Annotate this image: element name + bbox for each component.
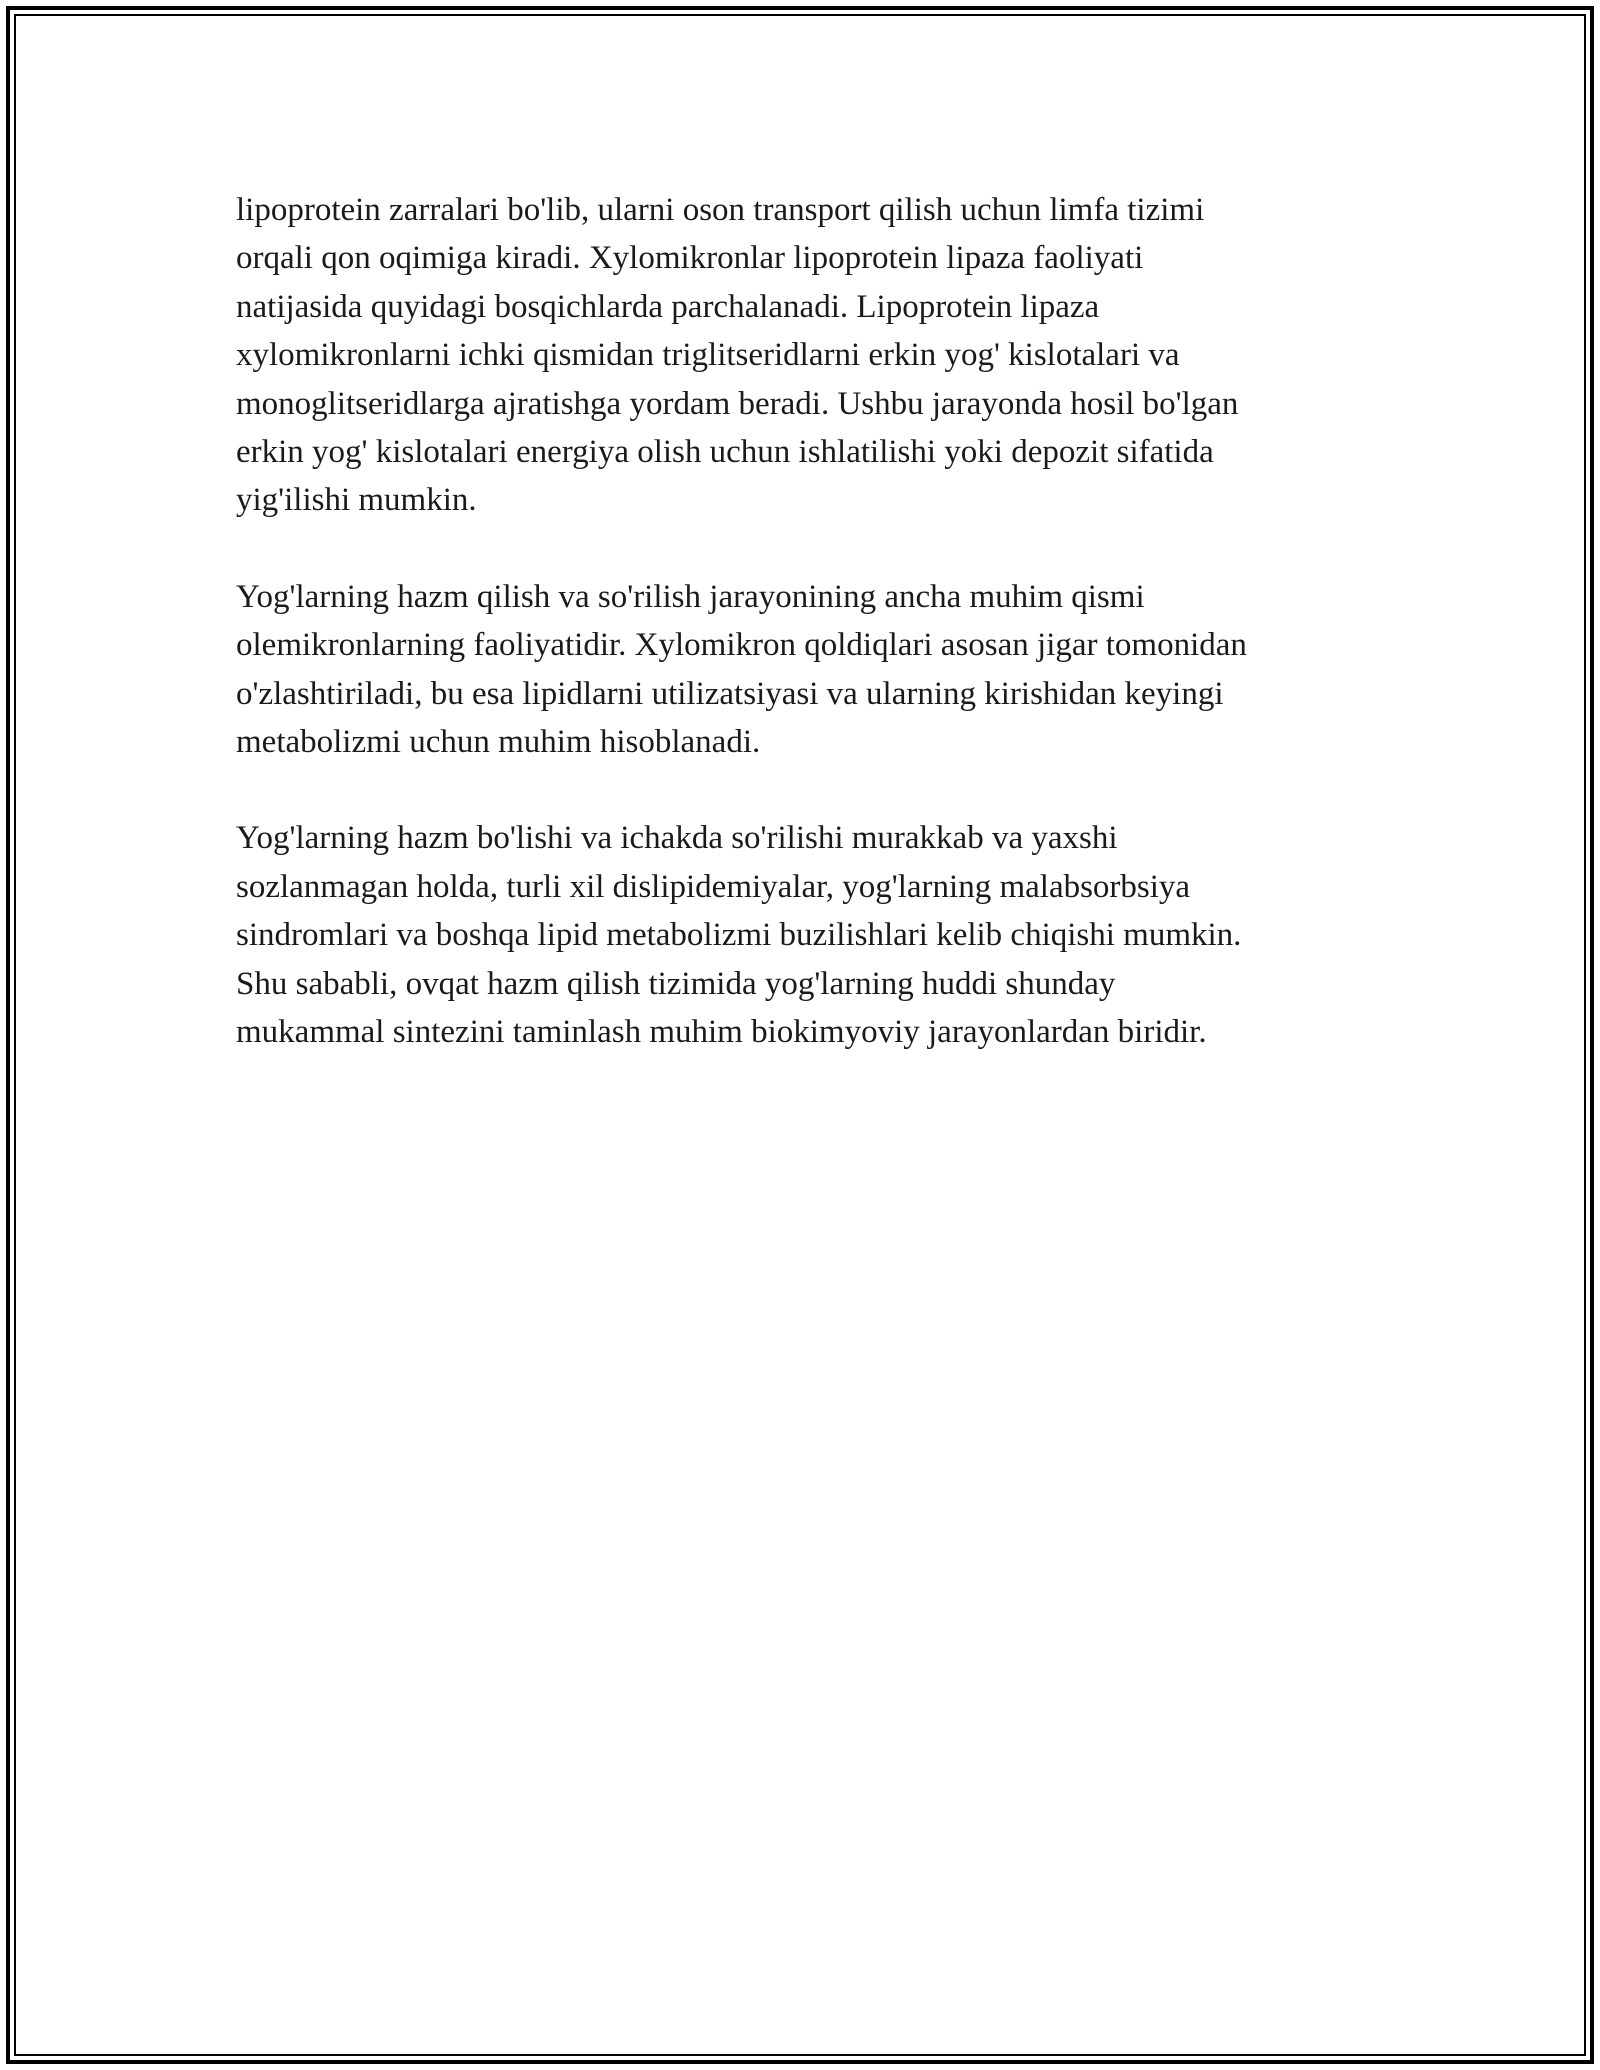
paragraph-2 [236, 573, 1386, 767]
text-line: natijasida quyidagi bosqichlarda parchalanadi. Lipoprotein lipaza [236, 288, 1100, 325]
text-line: metabolizmi uchun muhim hisoblanadi. [236, 724, 761, 761]
paragraph-1 [236, 186, 1386, 525]
text-line: monoglitseridlarga ajratishga yordam beradi. Ushbu jarayonda hosil bo'lgan [236, 385, 1239, 422]
text-line: sindromlari va boshqa lipid metabolizmi buzilishlari kelib chiqishi mumkin. [236, 917, 1242, 954]
text-line: sozlanmagan holda, turli xil dislipidemiyalar, yog'larning malabsorbsiya [236, 868, 1191, 905]
text-line: orqali qon oqimiga kiradi. Xylomikronlar lipoprotein lipaza faoliyati [236, 240, 1144, 277]
text-line: Shu sababli, ovqat hazm qilish tizimida yog'larning huddi shunday [236, 965, 1116, 1002]
text-line: lipoprotein zarralari bo'lib, ularni oson transport qilish uchun limfa tizimi [236, 192, 1205, 228]
document-body [236, 186, 1386, 1105]
text-line: yig'ilishi mumkin. [236, 482, 477, 519]
text-line: erkin yog' kislotalari energiya olish uchun ishlatilishi yoki depozit sifatida [236, 434, 1214, 471]
text-line: Yog'larning hazm bo'lishi va ichakda so'rilishi murakkab va yaxshi [236, 820, 1118, 857]
text-line: olemikronlarning faoliyatidir. Xylomikron qoldiqlari asosan jigar tomonidan [236, 627, 1247, 664]
text-line: mukammal sintezini taminlash muhim biokimyoviy jarayonlardan biridir. [236, 1014, 1207, 1051]
paragraph-3 [236, 814, 1386, 1056]
text-line: o'zlashtiriladi, bu esa lipidlarni utilizatsiyasi va ularning kirishidan keyingi [236, 675, 1224, 712]
text-line: xylomikronlarni ichki qismidan triglitseridlarni erkin yog' kislotalari va [236, 337, 1180, 374]
text-line: Yog'larning hazm qilish va so'rilish jarayonining ancha muhim qismi [236, 578, 1145, 615]
